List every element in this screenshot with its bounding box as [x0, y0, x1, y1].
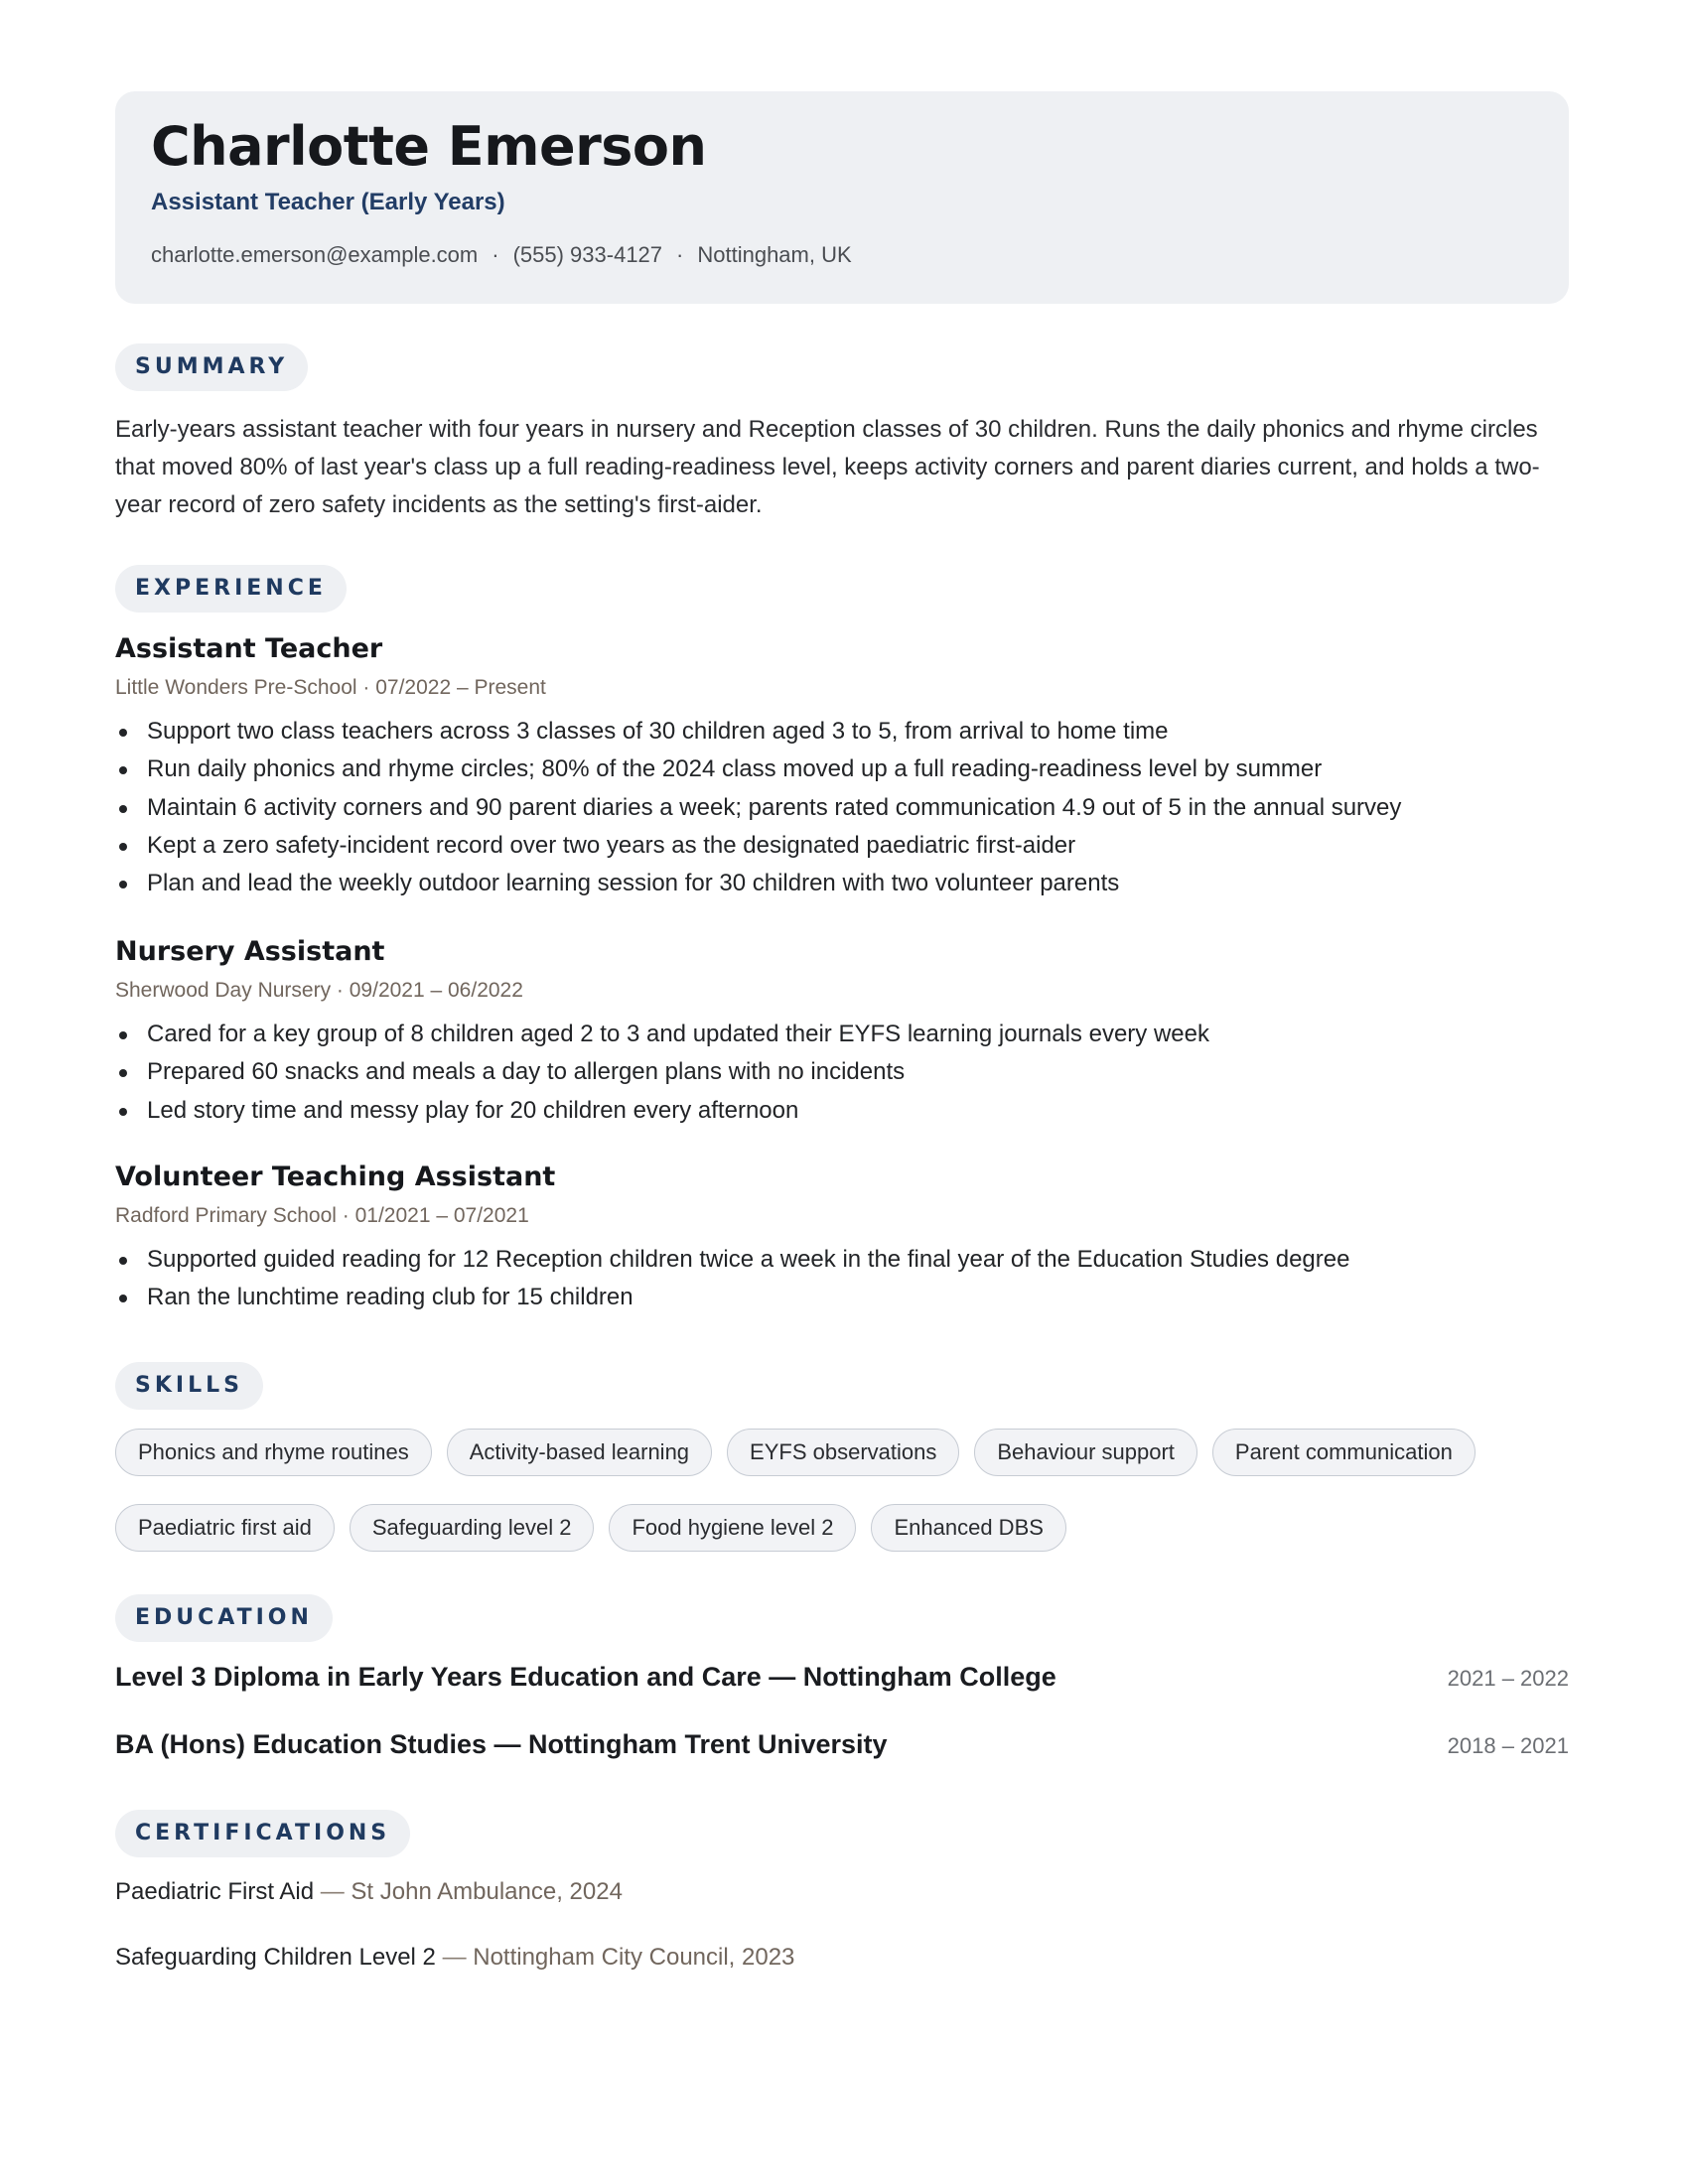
- job-bullet: Kept a zero safety-incident record over two years as the designated paediatric first-aider: [115, 827, 1569, 865]
- skill-chip: Phonics and rhyme routines: [115, 1429, 432, 1476]
- job-bullet: Prepared 60 snacks and meals a day to allergen plans with no incidents: [115, 1053, 1569, 1091]
- job-entry: [115, 631, 1569, 902]
- skill-chip: Safeguarding level 2: [350, 1504, 595, 1552]
- certification-name: Paediatric First Aid: [115, 1878, 315, 1905]
- education-dates: 2021 – 2022: [1447, 1666, 1569, 1691]
- certification-dash: —: [442, 1944, 467, 1971]
- job-bullet: Ran the lunchtime reading club for 15 children: [115, 1279, 1569, 1316]
- job-entry: [115, 1160, 1569, 1317]
- job-bullet: Run daily phonics and rhyme circles; 80% of the 2024 class moved up a full reading-readiness level by summer: [115, 751, 1569, 788]
- candidate-title: Assistant Teacher (Early Years): [151, 189, 505, 215]
- contact-email[interactable]: charlotte.emerson@example.com: [151, 242, 479, 267]
- candidate-name: Charlotte Emerson: [151, 115, 707, 178]
- job-meta: Radford Primary School · 01/2021 – 07/2021: [115, 1204, 529, 1227]
- contact-line: [151, 242, 852, 268]
- section-heading-summary: SUMMARY: [115, 343, 308, 391]
- certification-entry: [115, 1878, 623, 1906]
- certification-issuer: Nottingham City Council, 2023: [473, 1944, 795, 1971]
- education-degree: Level 3 Diploma in Early Years Education and Care — Nottingham College: [115, 1662, 1056, 1692]
- section-heading-education: EDUCATION: [115, 1594, 333, 1642]
- education-entry: [115, 1729, 1569, 1769]
- skill-chip: Enhanced DBS: [871, 1504, 1065, 1552]
- job-bullet: Cared for a key group of 8 children aged 2 to 3 and updated their EYFS learning journals every week: [115, 1016, 1569, 1053]
- skill-chip: Food hygiene level 2: [609, 1504, 856, 1552]
- job-title: Volunteer Teaching Assistant: [115, 1161, 556, 1192]
- skill-chip: EYFS observations: [727, 1429, 959, 1476]
- job-bullets: [115, 713, 1569, 902]
- education-dates: 2018 – 2021: [1447, 1733, 1569, 1758]
- certification-issuer: St John Ambulance, 2024: [351, 1878, 623, 1905]
- job-meta: Little Wonders Pre-School · 07/2022 – Present: [115, 676, 546, 699]
- contact-location: Nottingham, UK: [697, 242, 852, 267]
- skill-chip: Activity-based learning: [447, 1429, 712, 1476]
- job-meta: Sherwood Day Nursery · 09/2021 – 06/2022: [115, 979, 523, 1002]
- certification-entry: [115, 1944, 794, 1972]
- job-title: Nursery Assistant: [115, 936, 385, 967]
- job-entry: [115, 934, 1569, 1130]
- header-card: [115, 91, 1569, 304]
- skills-list: [115, 1429, 1569, 1552]
- contact-separator: ·: [492, 242, 499, 267]
- skill-chip: Paediatric first aid: [115, 1504, 335, 1552]
- job-bullets: [115, 1241, 1569, 1317]
- education-degree: BA (Hons) Education Studies — Nottingham Trent University: [115, 1729, 888, 1759]
- section-heading-experience: EXPERIENCE: [115, 565, 347, 613]
- education-entry: [115, 1662, 1569, 1702]
- skill-chip: Parent communication: [1212, 1429, 1476, 1476]
- job-bullet: Maintain 6 activity corners and 90 parent diaries a week; parents rated communication 4.9 out of 5 in the annual survey: [115, 789, 1569, 827]
- contact-phone[interactable]: (555) 933-4127: [512, 242, 663, 267]
- job-bullet: Led story time and messy play for 20 children every afternoon: [115, 1092, 1569, 1130]
- job-bullets: [115, 1016, 1569, 1130]
- skill-chip: Behaviour support: [974, 1429, 1197, 1476]
- job-bullet: Supported guided reading for 12 Reception children twice a week in the final year of the Education Studies degree: [115, 1241, 1569, 1279]
- job-bullet: Plan and lead the weekly outdoor learning session for 30 children with two volunteer parents: [115, 865, 1569, 902]
- job-title: Assistant Teacher: [115, 633, 383, 664]
- section-heading-certifications: CERTIFICATIONS: [115, 1810, 410, 1857]
- section-heading-skills: SKILLS: [115, 1362, 263, 1410]
- summary-text: Early-years assistant teacher with four years in nursery and Reception classes of 30 children. Runs the daily phonics and rhyme circles that moved 80% of last year's class up a full reading-readiness level, keeps activity corners and parent diaries current, and holds a two-year record of zero safety incidents as the setting's first-aider.: [115, 416, 1540, 518]
- contact-separator: ·: [676, 242, 684, 267]
- certification-dash: —: [320, 1878, 345, 1905]
- certification-name: Safeguarding Children Level 2: [115, 1944, 436, 1971]
- job-bullet: Support two class teachers across 3 classes of 30 children aged 3 to 5, from arrival to home time: [115, 713, 1569, 751]
